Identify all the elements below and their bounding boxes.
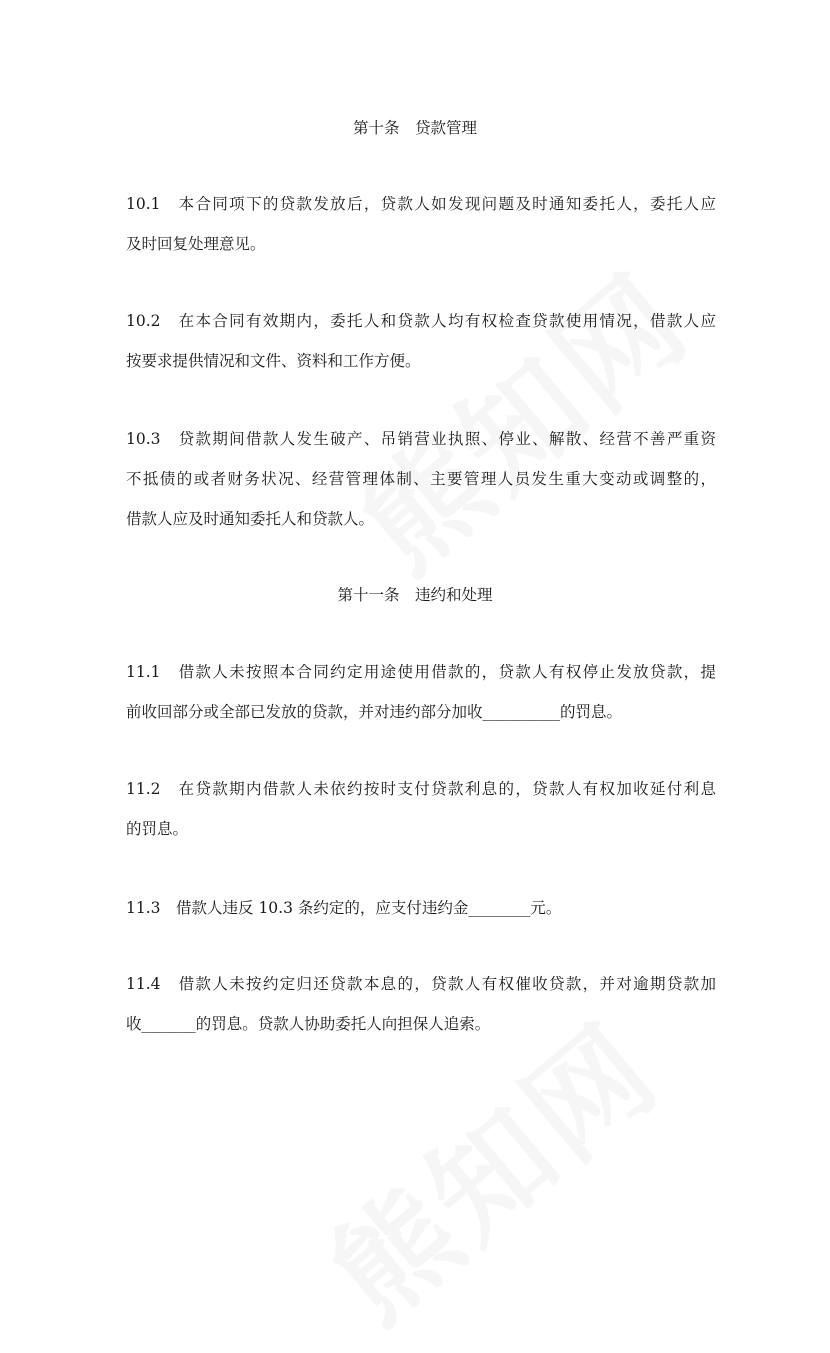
clause-10-3 [126, 419, 716, 539]
section-heading-11: 第十一条 违约和处理 [337, 586, 493, 604]
clause-10-2 [126, 301, 716, 381]
clause-11-3 [126, 888, 716, 928]
clause-line: 的罚息。 [126, 820, 189, 838]
clause-11-4 [126, 964, 716, 1044]
clause-line: 10.2 在本合同有效期内，委托人和贷款人均有权检查贷款使用情况，借款人应 [126, 312, 716, 330]
watermark [319, 229, 719, 604]
clause-line: 11.2 在贷款期内借款人未依约按时支付贷款利息的，贷款人有权加收延付利息 [126, 780, 716, 798]
clause-line: 11.4 借款人未按约定归还贷款本息的，贷款人有权催收贷款，并对逾期贷款加 [126, 975, 716, 993]
clause-line: 收_______的罚息。贷款人协助委托人向担保人追索。 [126, 1015, 491, 1033]
clause-line: 11.1 借款人未按照本合同约定用途使用借款的，贷款人有权停止发放贷款，提 [126, 663, 716, 681]
clause-11-2 [126, 769, 716, 849]
clause-line: 前收回部分或全部已发放的贷款，并对违约部分加收__________的罚息。 [126, 703, 623, 721]
clause-11-1 [126, 652, 716, 732]
clause-10-1 [126, 184, 716, 264]
clause-line: 11.3 借款人违反 10.3 条约定的，应支付违约金________元。 [126, 899, 562, 917]
clause-line: 及时回复处理意见。 [126, 235, 266, 253]
clause-line: 10.3 贷款期间借款人发生破产、吊销营业执照、停业、解散、经营不善严重资 [126, 430, 716, 448]
section-heading-10: 第十条 贷款管理 [352, 119, 477, 137]
clause-line: 10.1 本合同项下的贷款发放后，贷款人如发现问题及时通知委托人，委托人应 [126, 195, 716, 213]
clause-line: 借款人应及时通知委托人和贷款人。 [126, 510, 375, 528]
clause-line: 不抵债的或者财务状况、经营管理体制、主要管理人员发生重大变动或调整的， [126, 470, 716, 488]
clause-line: 按要求提供情况和文件、资料和工作方便。 [126, 352, 421, 370]
